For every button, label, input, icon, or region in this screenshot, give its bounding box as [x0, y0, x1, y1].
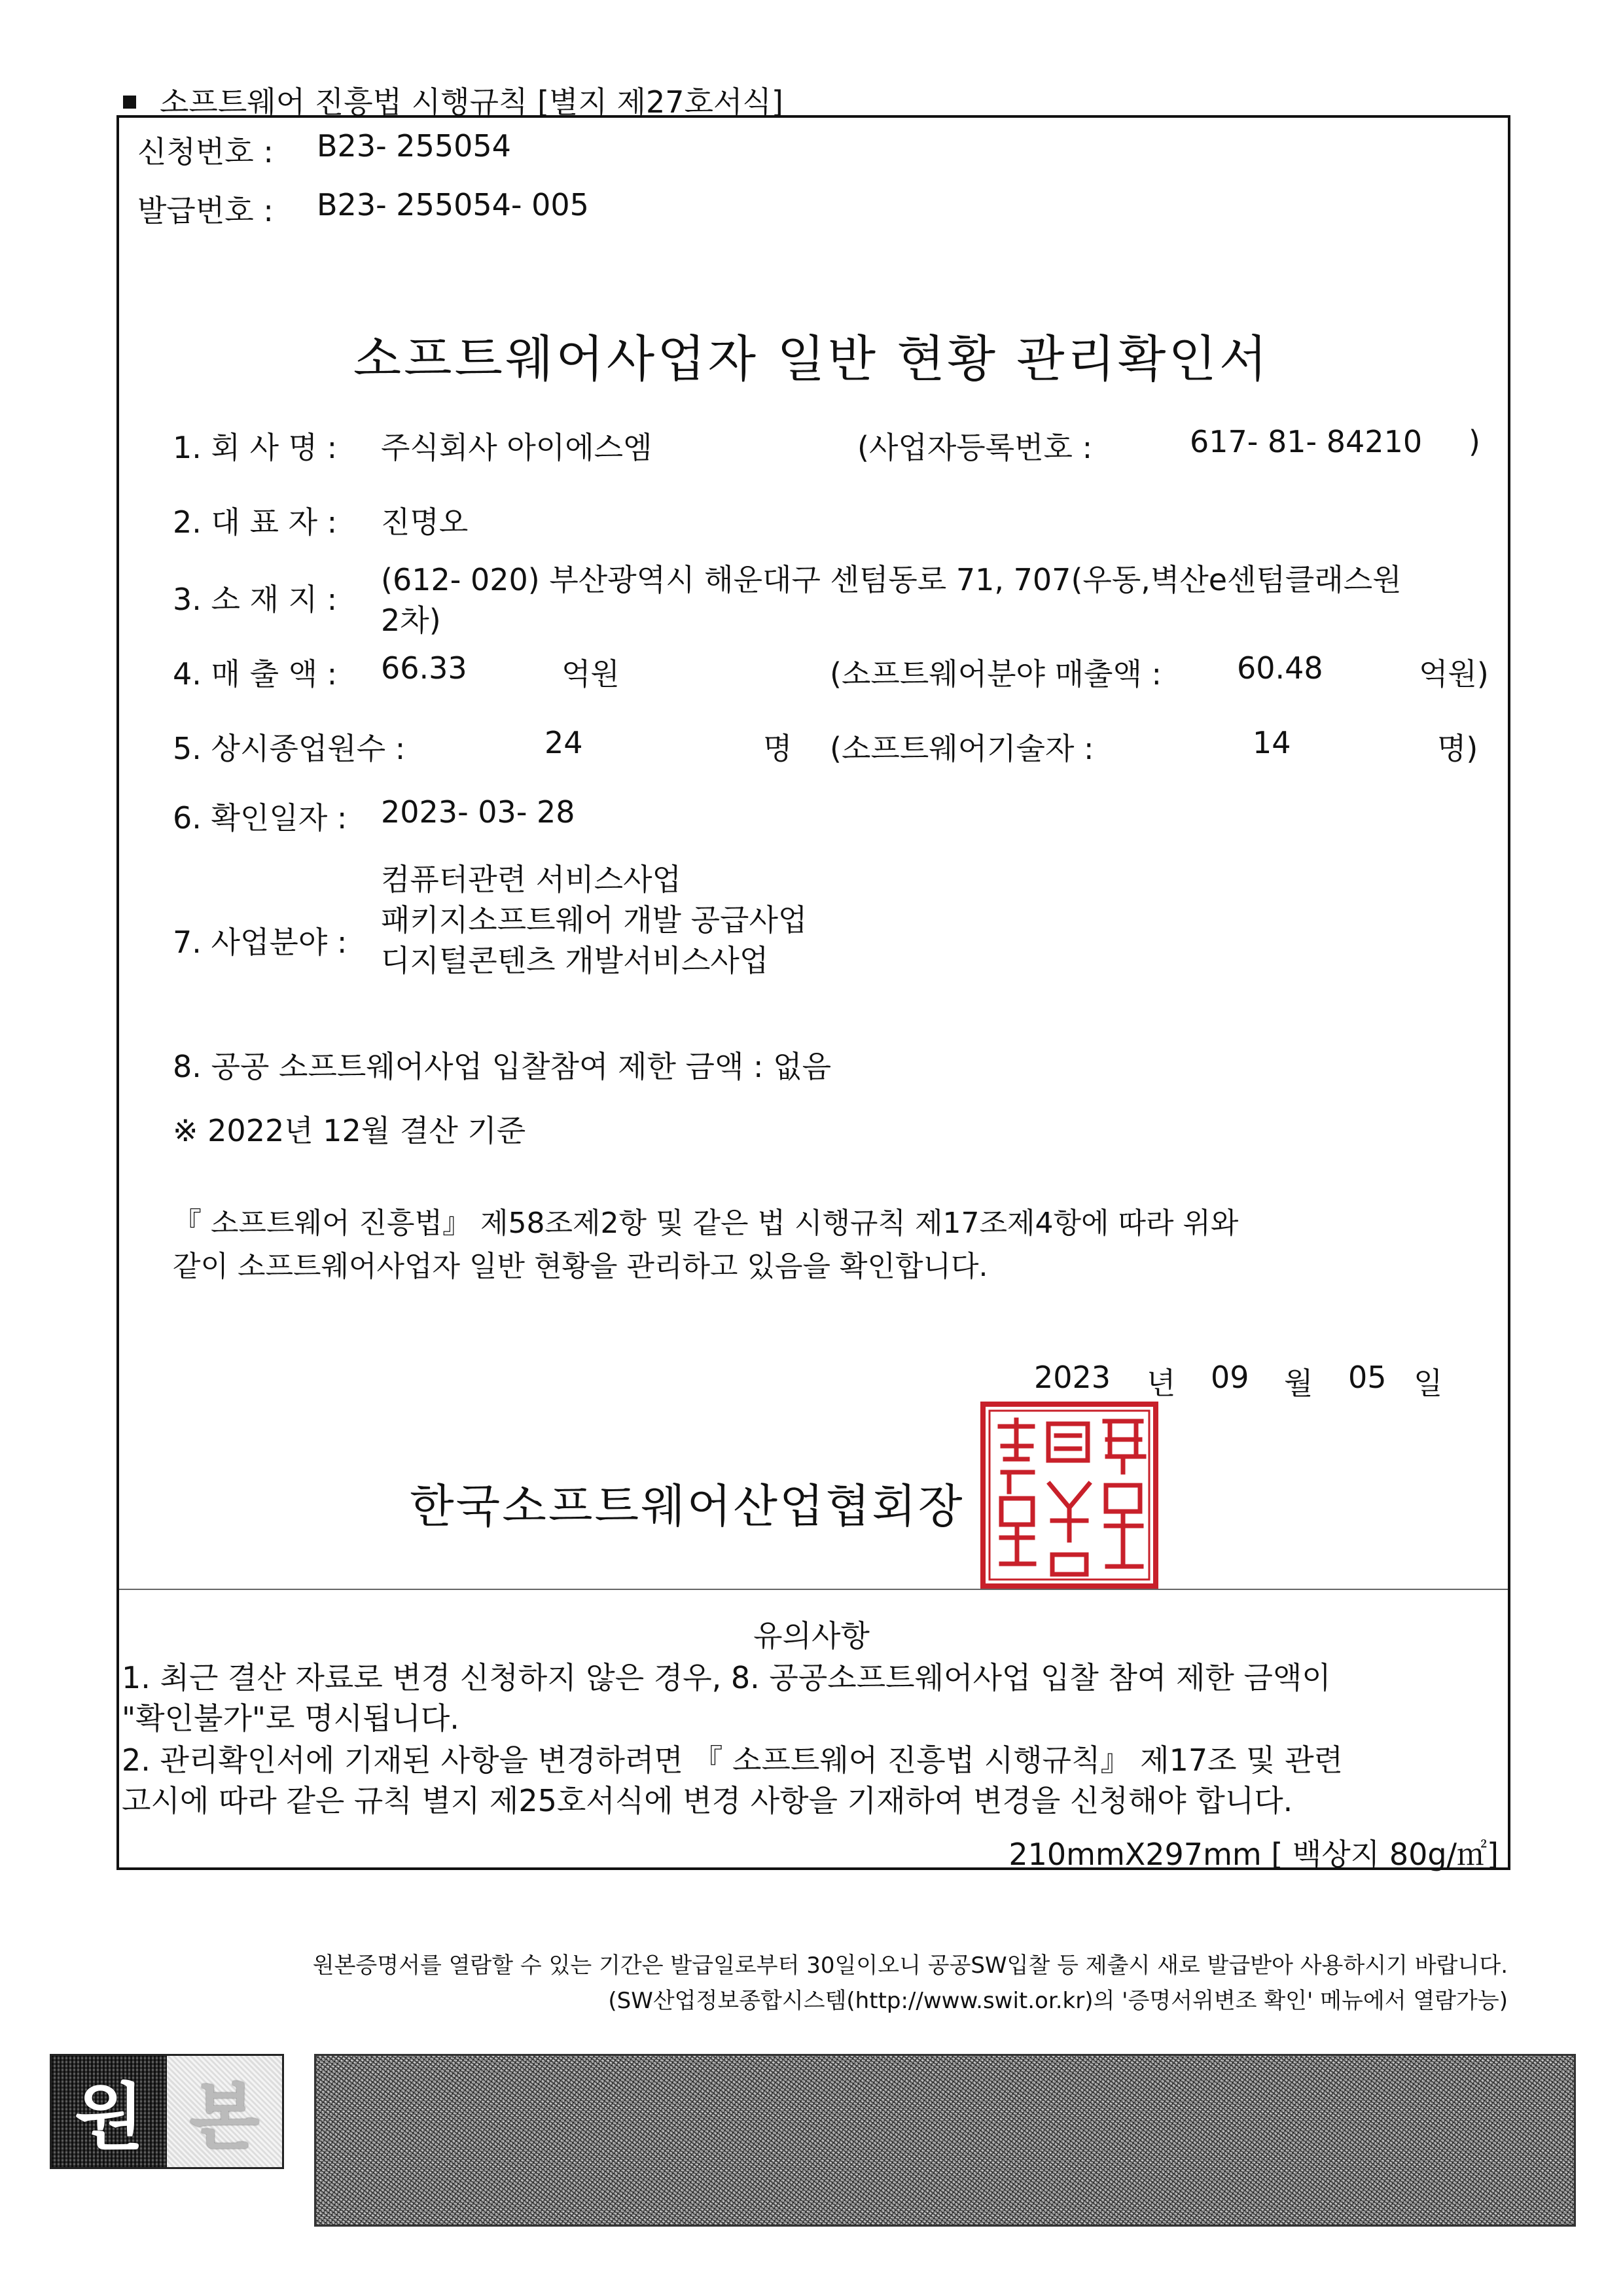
seal-border	[983, 1404, 1156, 1586]
date-month-unit: 월	[1284, 1366, 1313, 1401]
official-seal	[979, 1400, 1160, 1590]
footer-line-2: (SW산업정보종합시스템(http://www.swit.or.kr)의 '증명서위변조 확인' 메뉴에서 열람가능)	[608, 1988, 1508, 2014]
business-reg-number: 617- 81- 84210	[1190, 424, 1423, 459]
company-label: 1. 회 사 명 :	[173, 430, 338, 465]
company-name: 주식회사 아이에스엠	[381, 430, 652, 465]
sw-engineers-value: 14	[1253, 725, 1291, 760]
address-line-2: 2차)	[381, 603, 441, 638]
application-number-value: B23- 255054	[317, 128, 511, 164]
ceo-name: 진명오	[381, 504, 469, 540]
issue-number-value: B23- 255054- 005	[317, 187, 589, 222]
issue-number-label: 발급번호 :	[137, 193, 274, 228]
confirm-date-label: 6. 확인일자 :	[173, 800, 348, 836]
date-month: 09	[1211, 1360, 1249, 1395]
statement-line-1: 『 소프트웨어 진흥법』 제58조제2항 및 같은 법 시행규칙 제17조제4항에 따라 위와	[173, 1207, 1239, 1240]
seal-glyphs	[1000, 1420, 1144, 1574]
note-2-line-1: 2. 관리확인서에 기재된 사항을 변경하려면 『 소프트웨어 진흥법 시행규칙』 제17조 및 관련	[122, 1742, 1344, 1778]
confirm-date-value: 2023- 03- 28	[381, 794, 575, 830]
address-line-1: (612- 020) 부산광역시 해운대구 센텀동로 71, 707(우동,벽산e센텀클래스원	[381, 562, 1402, 597]
security-barcode-pattern	[314, 2054, 1576, 2227]
settlement-basis-note: ※ 2022년 12월 결산 기준	[173, 1113, 526, 1148]
employees-label: 5. 상시종업원수 :	[173, 731, 406, 766]
sales-unit: 억원	[562, 656, 620, 692]
note-1-line-2: "확인불가"로 명시됩니다.	[122, 1701, 459, 1736]
sw-sales-unit: 억원)	[1419, 656, 1489, 692]
sw-sales-value: 60.48	[1237, 650, 1323, 686]
note-1-line-1: 1. 최근 결산 자료로 변경 신청하지 않은 경우, 8. 공공소프트웨어사업 입찰 참여 제한 금액이	[122, 1660, 1331, 1695]
document-title: 소프트웨어사업자 일반 현황 관리확인서	[353, 330, 1270, 388]
business-field-3: 디지털콘텐츠 개발서비스사업	[381, 943, 769, 978]
original-mark-left	[52, 2056, 167, 2167]
original-mark-right-glyph: 본	[189, 2075, 260, 2159]
notes-divider	[119, 1589, 1508, 1590]
paper-spec: 210mmX297mm [ 백상지 80g/㎡]	[1008, 1837, 1499, 1872]
statement-line-2: 같이 소프트웨어사업자 일반 현황을 관리하고 있음을 확인합니다.	[173, 1250, 988, 1283]
notes-title: 유의사항	[753, 1618, 870, 1653]
business-field-2: 패키지소프트웨어 개발 공급사업	[381, 902, 808, 938]
application-number-label: 신청번호 :	[137, 134, 274, 169]
business-fields-label: 7. 사업분야 :	[173, 925, 348, 960]
address-label: 3. 소 재 지 :	[173, 582, 338, 617]
date-year: 2023	[1034, 1360, 1111, 1395]
bid-limit-text: 8. 공공 소프트웨어사업 입찰참여 제한 금액 : 없음	[173, 1049, 832, 1084]
employees-value: 24	[544, 725, 583, 760]
ceo-label: 2. 대 표 자 :	[173, 504, 338, 540]
original-mark-left-glyph: 원	[74, 2075, 145, 2159]
note-2-line-2: 고시에 따라 같은 규칙 별지 제25호서식에 변경 사항을 기재하여 변경을 신청해야 합니다.	[122, 1783, 1293, 1818]
employees-unit: 명	[763, 731, 793, 766]
sw-engineers-label: (소프트웨어기술자 :	[830, 731, 1094, 766]
sw-sales-label: (소프트웨어분야 매출액 :	[830, 656, 1162, 692]
business-reg-label: (사업자등록번호 :	[857, 430, 1093, 465]
issuer-name: 한국소프트웨어산업협회장	[410, 1479, 965, 1533]
original-mark-box	[50, 2054, 284, 2169]
sales-value: 66.33	[381, 650, 467, 686]
date-year-unit: 년	[1147, 1366, 1176, 1401]
business-reg-close: )	[1469, 424, 1480, 459]
footer-line-1: 원본증명서를 열람할 수 있는 기간은 발급일로부터 30일이오니 공공SW입찰 등 제출시 새로 발급받아 사용하시기 바랍니다.	[312, 1952, 1508, 1979]
square-bullet-icon	[123, 96, 136, 109]
sw-engineers-unit: 명)	[1437, 731, 1478, 766]
business-field-1: 컴퓨터관련 서비스사업	[381, 862, 681, 897]
form-reference-text: 소프트웨어 진흥법 시행규칙 [별지 제27호서식]	[160, 84, 783, 120]
original-mark-right	[167, 2056, 282, 2167]
date-day: 05	[1348, 1360, 1387, 1395]
date-day-unit: 일	[1414, 1366, 1443, 1401]
sales-label: 4. 매 출 액 :	[173, 656, 338, 692]
